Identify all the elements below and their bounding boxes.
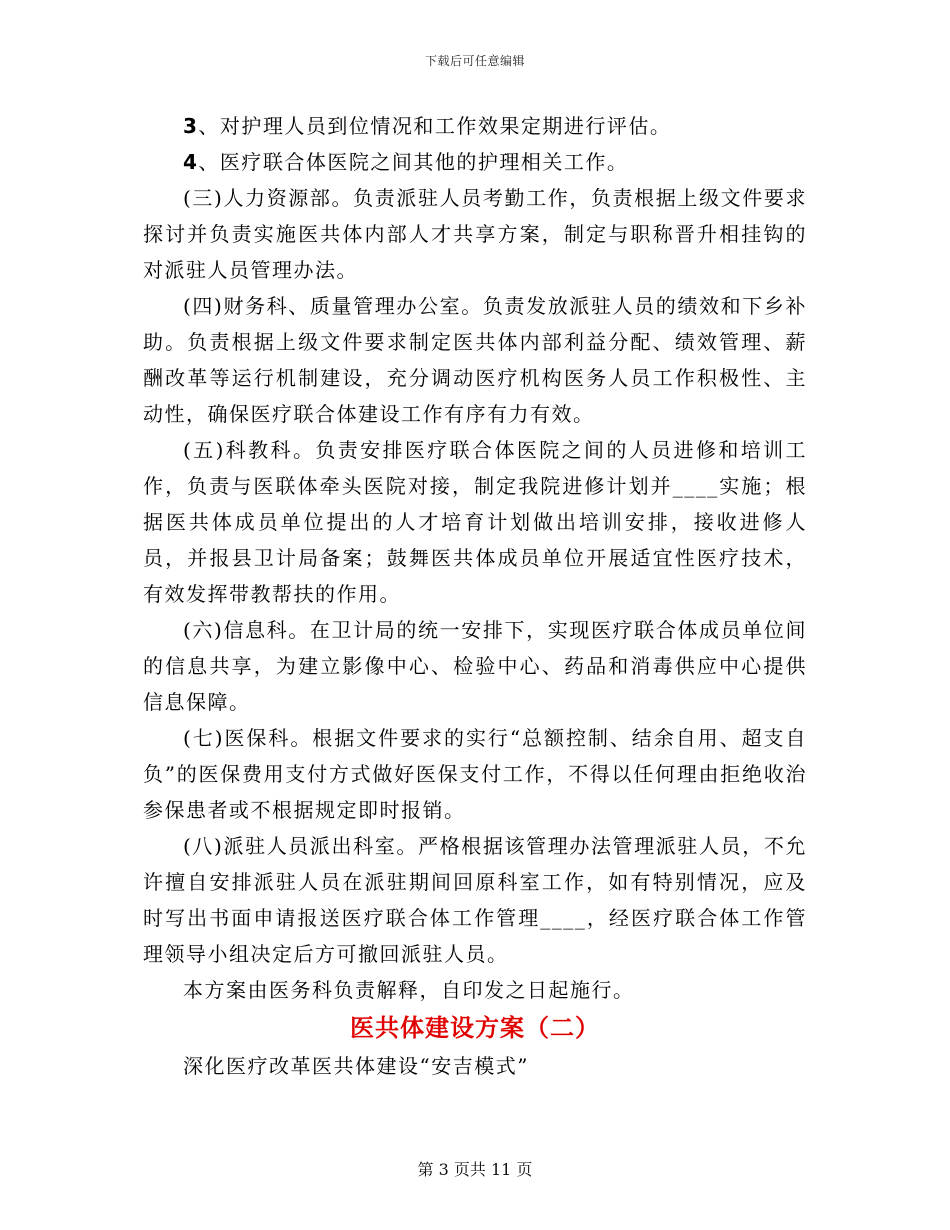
paragraph-text: 、对护理人员到位情况和工作效果定期进行评估。 xyxy=(198,114,672,138)
paragraph-education-department: (五)科教科。负责安排医疗联合体医院之间的人员进修和培训工作，负责与医联体牵头医院对接，制定我院进修计划并____实施；根据医共体成员单位提出的人才培育计划做出培训安排，接收进修人员，并报县卫计局备案；鼓舞医共体成员单位开展适宜性医疗技术，有效发挥带教帮扶的作用。 xyxy=(143,438,807,606)
item-number: 4 xyxy=(183,150,199,174)
paragraph-text: 、医疗联合体医院之间其他的护理相关工作。 xyxy=(198,150,629,174)
paragraph-finance-department: (四)财务科、质量管理办公室。负责发放派驻人员的绩效和下乡补助。负责根据上级文件要求制定医共体内部利益分配、绩效管理、薪酬改革等运行机制建设，充分调动医疗机构医务人员工作积极性、主动性，确保医疗联合体建设工作有序有力有效。 xyxy=(143,294,807,426)
section-title: 医共体建设方案（二） xyxy=(350,1014,600,1042)
paragraph-dispatching-department: (八)派驻人员派出科室。严格根据该管理办法管理派驻人员，不允许擅自安排派驻人员在派驻期间回原科室工作，如有特别情况，应及时写出书面申请报送医疗联合体工作管理____，经医疗联合体工作管理领导小组决定后方可撤回派驻人员。 xyxy=(143,834,807,966)
paragraph-item-4 xyxy=(143,144,807,180)
paragraph-item-3 xyxy=(143,108,807,144)
paragraph-hr-department: (三)人力资源部。负责派驻人员考勤工作，负责根据上级文件要求探讨并负责实施医共体内部人才共享方案，制定与职称晋升相挂钩的对派驻人员管理办法。 xyxy=(143,186,807,282)
page-footer: 第 3 页共 11 页 xyxy=(417,1160,533,1179)
page-header: 下载后可任意编辑 xyxy=(424,54,525,68)
paragraph-closing: 本方案由医务科负责解释，自印发之日起施行。 xyxy=(183,978,635,1002)
section-subtitle: 深化医疗改革医共体建设“安吉模式” xyxy=(183,1054,529,1078)
paragraph-insurance-department: (七)医保科。根据文件要求的实行“总额控制、结余自用、超支自负”的医保费用支付方式做好医保支付工作，不得以任何理由拒绝收治参保患者或不根据规定即时报销。 xyxy=(143,726,807,822)
item-number: 3 xyxy=(183,114,199,138)
document-body xyxy=(143,108,807,1084)
paragraph-information-department: (六)信息科。在卫计局的统一安排下，实现医疗联合体成员单位间的信息共享，为建立影像中心、检验中心、药品和消毒供应中心提供信息保障。 xyxy=(143,618,807,714)
